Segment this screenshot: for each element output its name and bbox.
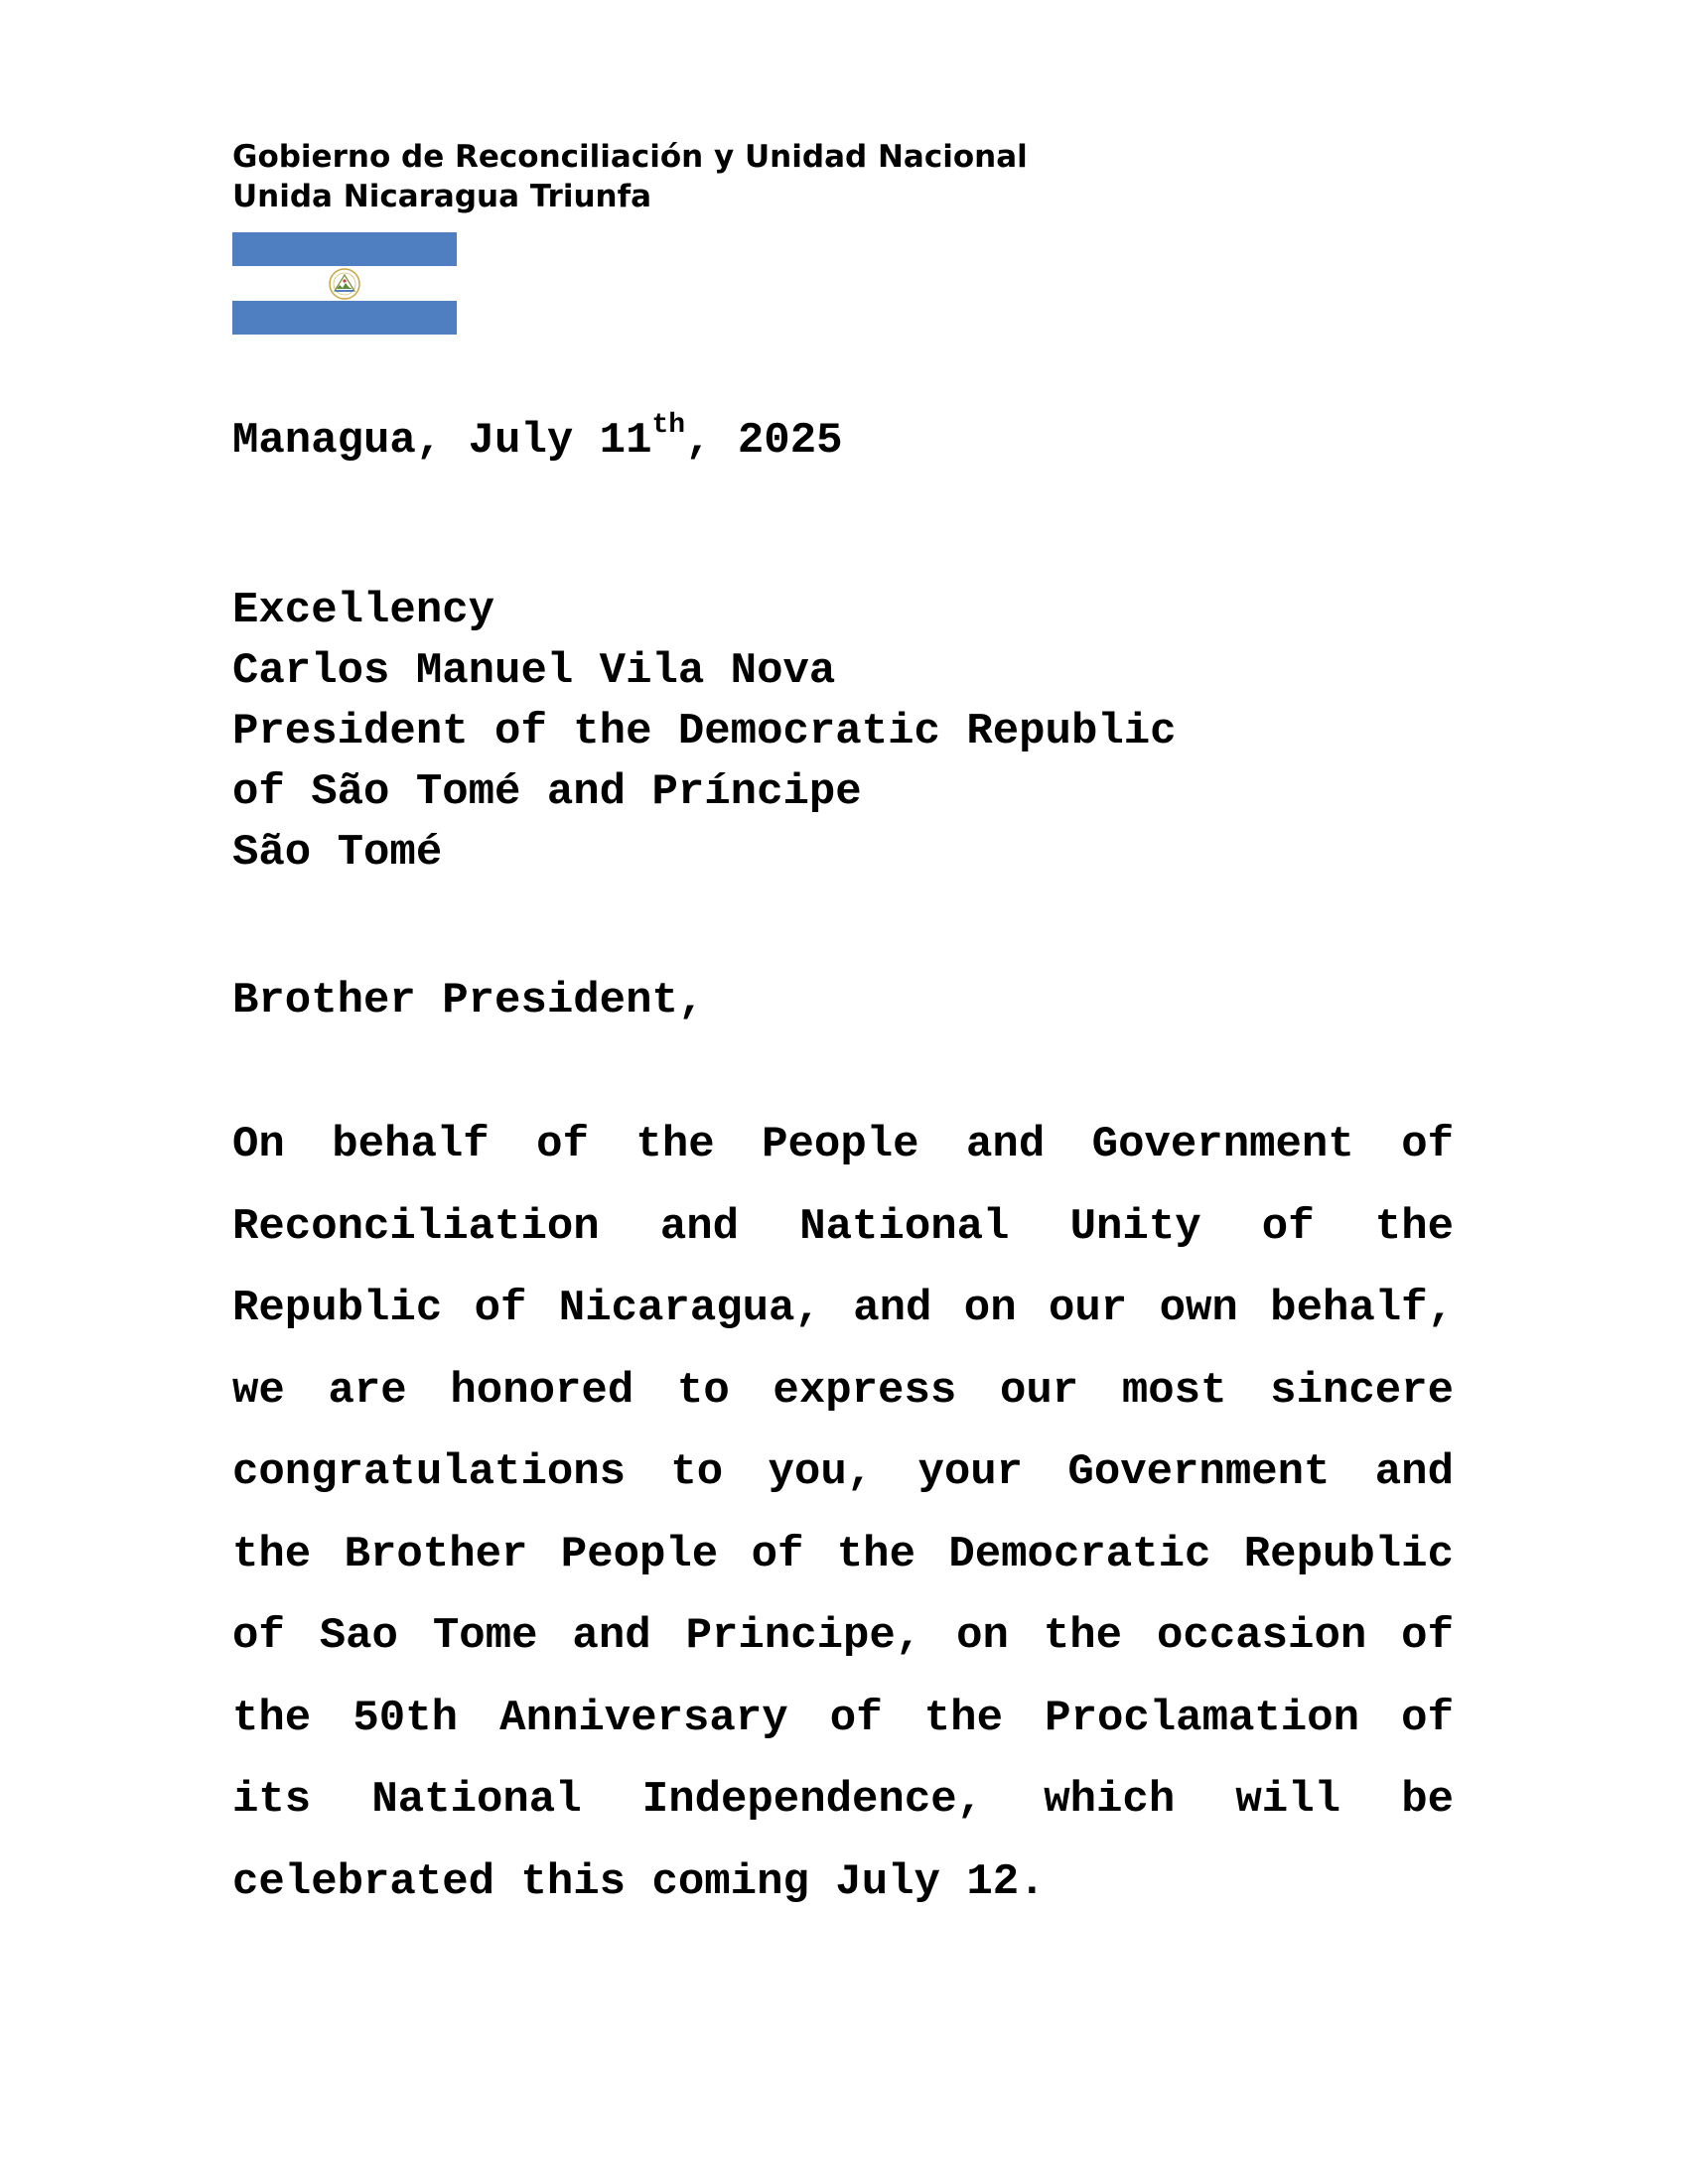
- letterhead-government-name: Gobierno de Reconciliación y Unidad Nacional: [232, 139, 1028, 175]
- recipient-line: São Tomé: [232, 828, 443, 878]
- recipient-line: President of the Democratic Republic: [232, 707, 1177, 756]
- salutation: Brother President,: [232, 976, 705, 1025]
- date-year: , 2025: [685, 416, 843, 466]
- date-ordinal-suffix: th: [651, 410, 686, 442]
- date-place-month: Managua, July 11: [232, 416, 652, 466]
- recipient-address: [232, 581, 1177, 884]
- letterhead-slogan: Unida Nicaragua Triunfa: [232, 179, 652, 214]
- coat-of-arms-icon: [323, 267, 366, 301]
- nicaragua-flag-icon: [232, 232, 457, 335]
- letterhead: [232, 137, 1028, 216]
- recipient-line: Carlos Manuel Vila Nova: [232, 646, 836, 696]
- date-line: [232, 411, 843, 471]
- recipient-line: Excellency: [232, 586, 495, 635]
- recipient-line: of São Tomé and Príncipe: [232, 767, 862, 817]
- letter-body-paragraph: On behalf of the People and Government of Reconciliation and National Unity of the Republic of Nicaragua, and on our own behalf, we are honored to express our most sincere congratulations to you, your Government and the Brother People of the Democratic Republic of Sao Tome and Principe, on the occasion of the 50th Anniversary of the Proclamation of its National Independence, which will be celebrated this coming July 12.: [232, 1120, 1454, 1907]
